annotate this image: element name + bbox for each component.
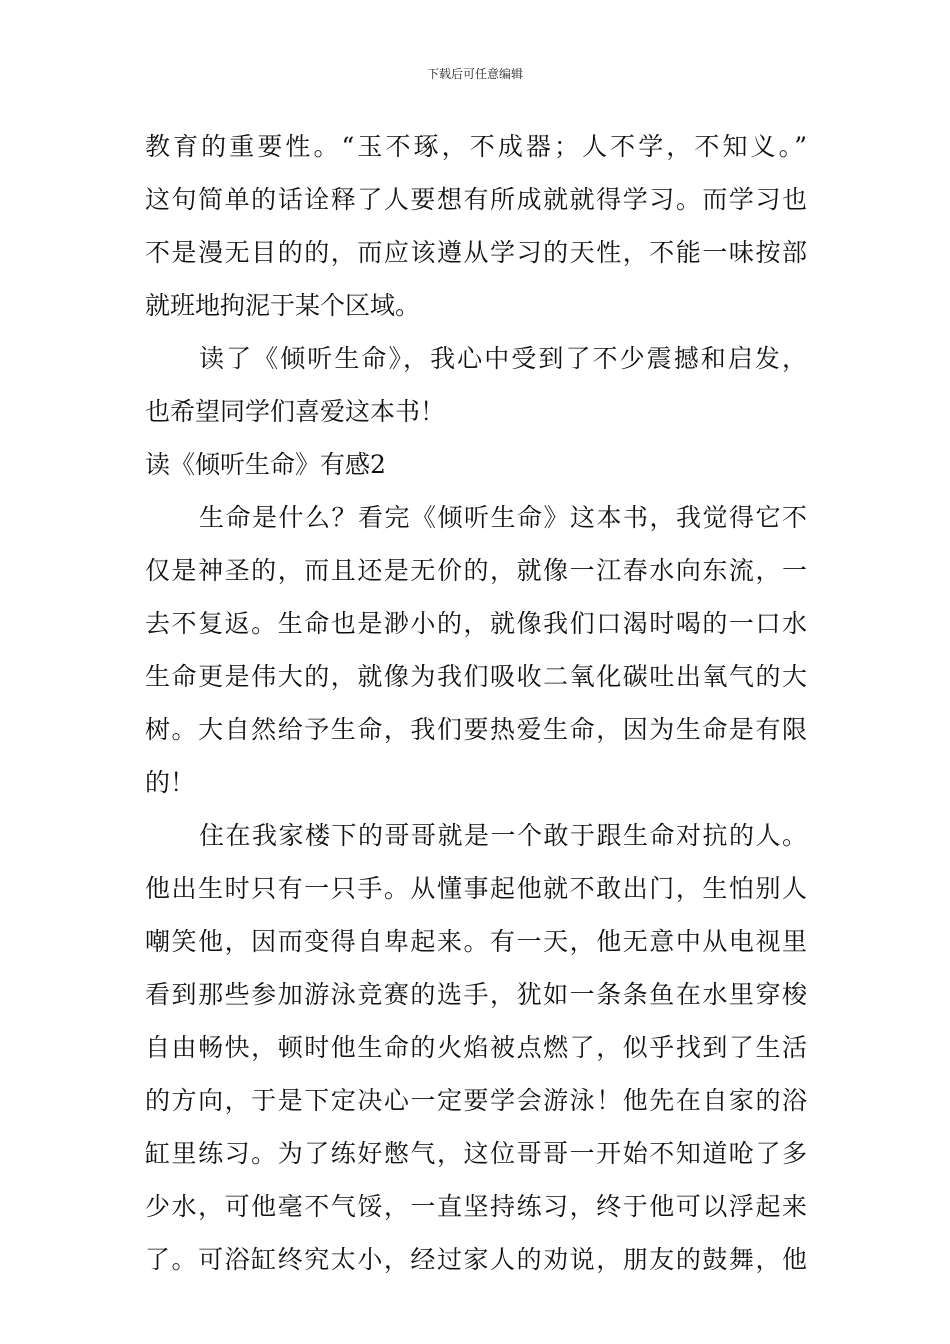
- paragraph: [145, 332, 807, 438]
- paragraph: [145, 120, 807, 332]
- text-line: 就班地拘泥于某个区域。: [145, 291, 421, 320]
- text-line: 去不复返。生命也是渺小的，就像我们口渴时喝的一口水: [145, 609, 807, 638]
- section-title: [145, 438, 807, 491]
- paragraph: [145, 809, 807, 1286]
- text-line: 生命更是伟大的，就像为我们吸收二氧化碳吐出氧气的大: [145, 662, 807, 691]
- text-line: 这句简单的话诠释了人要想有所成就就得学习。而学习也: [145, 185, 807, 214]
- text-line: 教育的重要性。“玉不琢，不成器；人不学，不知义。”: [145, 132, 807, 161]
- text-line: 了。可浴缸终究太小，经过家人的劝说，朋友的鼓舞，他: [145, 1245, 807, 1274]
- text-line: 树。大自然给予生命，我们要热爱生命，因为生命是有限: [145, 715, 807, 744]
- text-line: 仅是神圣的，而且还是无价的，就像一江春水向东流，一: [145, 556, 807, 585]
- text-line: 也希望同学们喜爱这本书！: [145, 397, 446, 426]
- text-line: 住在我家楼下的哥哥就是一个敢于跟生命对抗的人。: [199, 821, 807, 850]
- text-line: 看到那些参加游泳竞赛的选手，犹如一条条鱼在水里穿梭: [145, 980, 807, 1009]
- section-heading: 读《倾听生命》有感2: [145, 450, 386, 479]
- document-body: [145, 120, 807, 1286]
- text-line: 自由畅快，顿时他生命的火焰被点燃了，似乎找到了生活: [145, 1033, 807, 1062]
- text-line: 的！: [145, 768, 196, 797]
- text-line: 不是漫无目的的，而应该遵从学习的天性，不能一味按部: [145, 238, 807, 267]
- text-line: 嘲笑他，因而变得自卑起来。有一天，他无意中从电视里: [145, 927, 807, 956]
- text-line: 生命是什么？看完《倾听生命》这本书，我觉得它不: [199, 503, 807, 532]
- page-header: 下载后可任意编辑: [426, 67, 523, 81]
- text-line: 的方向，于是下定决心一定要学会游泳！他先在自家的浴: [145, 1086, 807, 1115]
- text-line: 他出生时只有一只手。从懂事起他就不敢出门，生怕别人: [145, 874, 807, 903]
- text-line: 缸里练习。为了练好憋气，这位哥哥一开始不知道呛了多: [145, 1139, 807, 1168]
- text-line: 少水，可他毫不气馁，一直坚持练习，终于他可以浮起来: [145, 1192, 807, 1221]
- paragraph: [145, 491, 807, 809]
- text-line: 读了《倾听生命》，我心中受到了不少震撼和启发，: [199, 344, 807, 373]
